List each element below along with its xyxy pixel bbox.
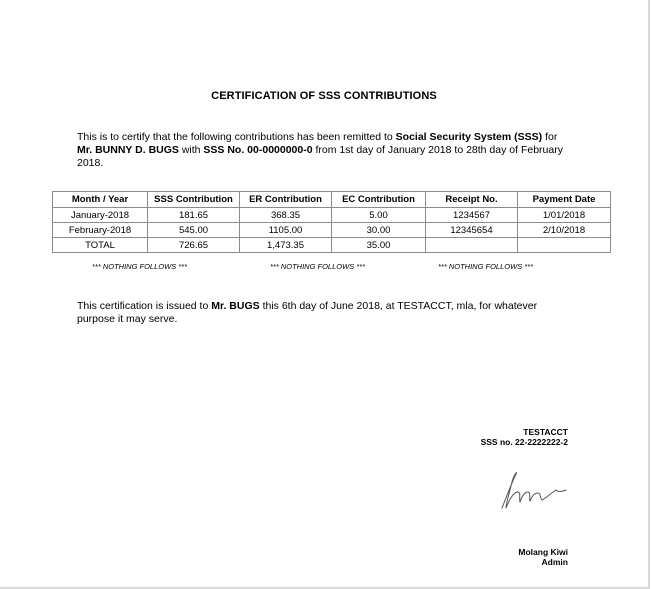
issuer-sss-no: SSS no. 22-2222222-2 [480,437,568,447]
table-cell: 726.65 [148,238,240,253]
table-cell: TOTAL [53,238,148,253]
intro-text-1: This is to certify that the following contributions has been remitted to [77,131,396,143]
column-header: Payment Date [518,192,611,208]
table-cell: 2/10/2018 [518,223,611,238]
closing-text-1: This certification is issued to [77,300,212,312]
table-cell: January-2018 [53,208,148,223]
intro-text-2: for [542,131,558,143]
nothing-follows-note: *** NOTHING FOLLOWS *** [92,262,188,271]
column-header: SSS Contribution [148,192,240,208]
document-title: CERTIFICATION OF SSS CONTRIBUTIONS [211,90,437,102]
table-cell: 30.00 [332,223,426,238]
member-sss-no: SSS No. 00-0000000-0 [203,144,313,156]
signatory-block [518,547,568,567]
signatory-name: Molang Kiwi [518,547,568,557]
table-cell: 35.00 [332,238,426,253]
intro-text-4: from 1st day of January 2018 to 28th day of February 2018. [77,144,563,169]
table-cell: February-2018 [53,223,148,238]
column-header: EC Contribution [332,192,426,208]
table-cell: 1,473.35 [240,238,332,253]
table-cell: 181.65 [148,208,240,223]
nothing-follows-note: *** NOTHING FOLLOWS *** [270,262,366,271]
column-header: Month / Year [53,192,148,208]
certification-closing [77,300,577,326]
table-cell: 1/01/2018 [518,208,611,223]
nothing-follows-note: *** NOTHING FOLLOWS *** [438,262,534,271]
agency-name: Social Security System (SSS) [395,131,543,143]
issuer-block [481,427,568,447]
table-cell: 12345654 [426,223,518,238]
signature-image [492,468,572,512]
certification-intro [77,131,587,170]
table-cell: 1234567 [426,208,518,223]
table-header-row [53,192,611,208]
column-header: ER Contribution [240,192,332,208]
contributions-table [52,191,611,253]
table-total-row [53,238,611,253]
table-cell: 368.35 [240,208,332,223]
closing-name: Mr. BUGS [211,300,260,312]
member-name: Mr. BUNNY D. BUGS [77,144,179,156]
table-row [53,223,611,238]
column-header: Receipt No. [426,192,518,208]
table-cell [426,238,518,253]
signatory-position: Admin [541,557,568,567]
closing-text-2: this 6th day of June 2018, at TESTACCT, mla, for whatever purpose it may serve. [77,300,538,325]
issuer-company: TESTACCT [523,427,568,437]
table-cell [518,238,611,253]
table-row [53,208,611,223]
table-cell: 1105.00 [240,223,332,238]
table-cell: 5.00 [332,208,426,223]
intro-text-3: with [178,144,204,156]
table-cell: 545.00 [148,223,240,238]
